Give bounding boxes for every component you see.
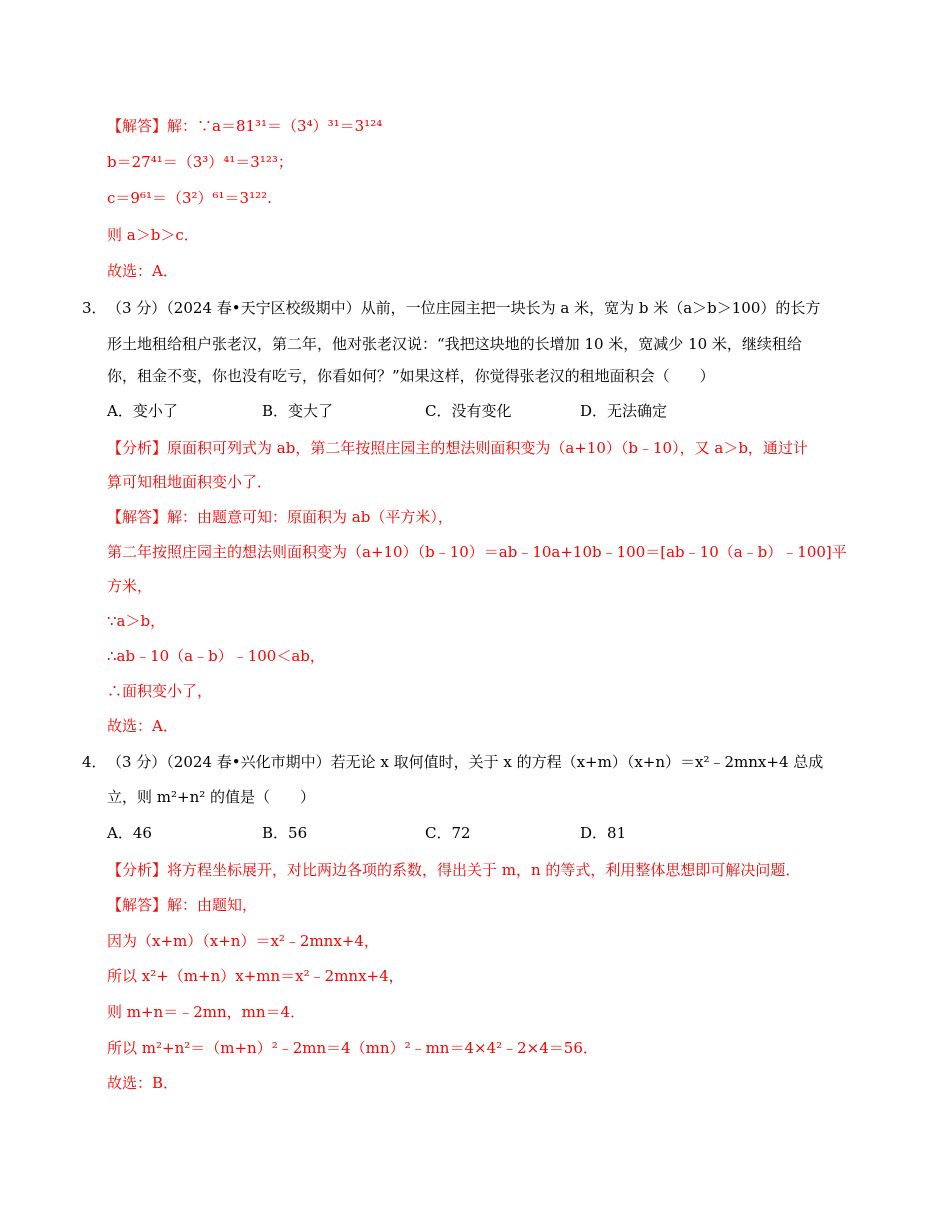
answer-line: ∴面积变小了， xyxy=(107,682,213,700)
question-number: 3． xyxy=(82,299,107,317)
question-stem-line: （3 分）（2024 春•兴化市期中）若无论 x 取何值时，关于 x 的方程（x+m）（x+n）＝x²﹣2mnx+4 总成 xyxy=(107,753,824,771)
analysis-line: 【分析】将方程坐标展开，对比两边各项的系数，得出关于 m，n 的等式，利用整体思想即可解决问题． xyxy=(107,861,801,879)
answer-line: ∴ab﹣10（a﹣b）﹣100＜ab， xyxy=(107,647,325,665)
q2-answer-line: 【解答】解：∵a＝81³¹＝（3⁴）³¹＝3¹²⁴ xyxy=(107,117,383,135)
answer-line: 所以 x²+（m+n）x+mn＝x²﹣2mnx+4， xyxy=(107,967,404,985)
answer-line: 第二年按照庄园主的想法则面积变为（a+10）（b﹣10）＝ab﹣10a+10b﹣100＝[ab﹣10（a﹣b）﹣100]平 xyxy=(107,543,847,561)
answer-line: 【解答】解：由题意可知：原面积为 ab（平方米）， xyxy=(107,508,453,526)
answer-line: 因为（x+m）（x+n）＝x²﹣2mnx+4， xyxy=(107,932,379,950)
answer-line: 方米， xyxy=(107,577,153,595)
answer-line: ∵a＞b， xyxy=(107,612,166,630)
question-stem-line: （3 分）（2024 春•天宁区校级期中）从前，一位庄园主把一块长为 a 米，宽为 b 米（a＞b＞100）的长方 xyxy=(107,299,821,317)
question-number: 4． xyxy=(82,753,107,771)
answer-line: 则 m+n＝﹣2mn，mn＝4． xyxy=(107,1003,306,1021)
analysis-line: 算可知租地面积变小了． xyxy=(107,473,273,491)
option-b: B．56 xyxy=(262,824,308,842)
question-stem-line: 形土地租给租户张老汉，第二年，他对张老汉说：“我把这块地的长增加 10 米，宽减少 10 米，继续租给 xyxy=(107,335,802,353)
answer-line: 所以 m²+n²＝（m+n）²﹣2mn＝4（mn）²﹣mn＝4×4²﹣2×4＝56． xyxy=(107,1039,598,1057)
q2-answer-line: 则 a＞b＞c． xyxy=(107,226,199,244)
option-a: A．变小了 xyxy=(107,402,178,420)
q2-answer-line: b＝27⁴¹＝（3³）⁴¹＝3¹²³； xyxy=(107,153,293,171)
answer-line: 【解答】解：由题知， xyxy=(107,896,258,914)
option-c: C．72 xyxy=(425,824,471,842)
q2-answer-line: 故选：A． xyxy=(107,262,178,280)
question-stem-line: 立，则 m²+n² 的值是（ ） xyxy=(107,788,316,806)
option-d: D．无法确定 xyxy=(580,402,668,420)
answer-line: 故选：B． xyxy=(107,1074,179,1092)
option-a: A．46 xyxy=(107,824,152,842)
q2-answer-line: c＝9⁶¹＝（3²）⁶¹＝3¹²². xyxy=(107,189,272,207)
option-d: D．81 xyxy=(580,824,627,842)
analysis-line: 【分析】原面积可列式为 ab，第二年按照庄园主的想法则面积变为（a+10）（b﹣10），又 a＞b，通过计 xyxy=(107,439,808,457)
option-c: C．没有变化 xyxy=(425,402,512,420)
question-stem-line: 你，租金不变，你也没有吃亏，你看如何？”如果这样，你觉得张老汉的租地面积会（ ） xyxy=(107,367,715,385)
option-b: B．变大了 xyxy=(262,402,334,420)
answer-line: 故选：A． xyxy=(107,717,178,735)
